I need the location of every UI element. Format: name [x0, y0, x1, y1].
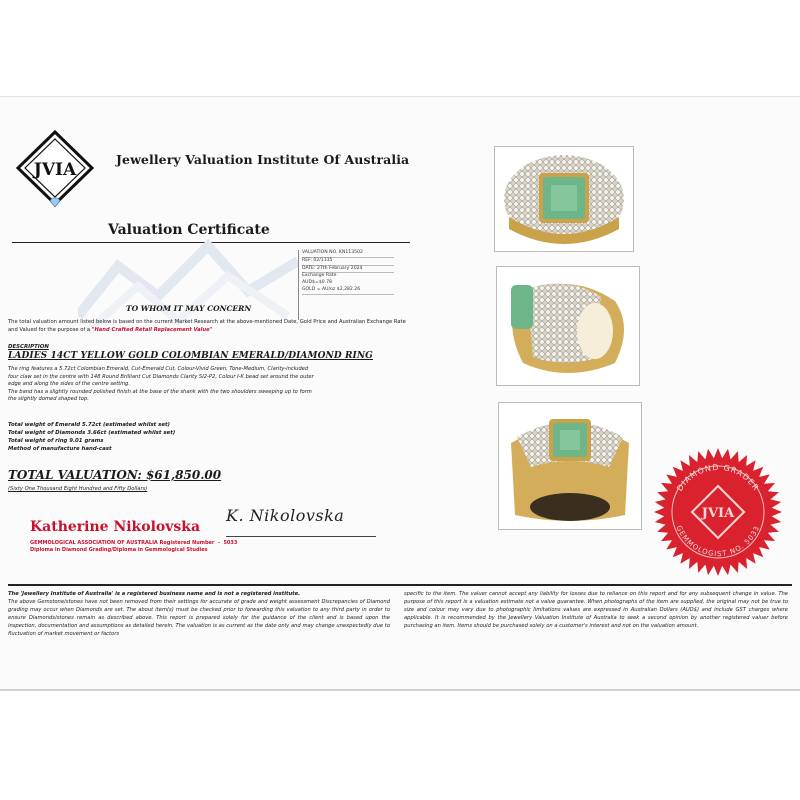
exchange-rate-label: Exchange Rate	[302, 273, 337, 279]
description-heading: DESCRIPTION	[8, 344, 49, 350]
valuation-purpose: "Hand Crafted Retail Replacement Value"	[91, 326, 213, 333]
intro-text	[8, 319, 408, 334]
description-line: edge and along the sides of the centre setting.	[8, 381, 130, 388]
footer-divider	[8, 584, 792, 586]
salutation: TO WHOM IT MAY CONCERN	[126, 304, 252, 313]
description-line: The ring features a 5.72ct Colombian Emerald, Cut-Emerald Cut, Colour-Vivid Green, Tone-Medium, Clarity-included	[8, 366, 309, 372]
valuer-name: Katherine Nikolovska	[30, 519, 201, 535]
total-valuation: TOTAL VALUATION: $61,850.00	[8, 468, 222, 482]
description-line: the slightly domed shaped top.	[8, 396, 89, 403]
item-description	[8, 366, 410, 404]
footer-left	[8, 590, 390, 638]
footer-right-text: specific to the item. The valuer cannot accept any liability for losses due to reliance on this report and for any subsequent change in value. The purpose of this report is a valuation estimate not a value guarantee. When photographs of the item are supplied, the original may not be true to size and colour may vary due to photographic limitations values are expressed in Australian Dollars (AUD$) and include GST charges where applicable. It is recommended by the Jewellery Valuation Institute of Australia to seek a second opinion by another registered valuer before purchasing an item. Items should be purchased solely on a customer's interest and not on the valuation amount.	[404, 591, 788, 629]
gold-price: GOLD = AU/oz $2,282.26	[302, 287, 394, 295]
logo-text: JVIA	[33, 160, 77, 180]
certificate-title: Valuation Certificate	[108, 222, 270, 238]
valuation-meta-box	[298, 250, 394, 320]
signature-line	[226, 536, 376, 537]
ring-photo-side	[496, 266, 640, 386]
footer-right	[404, 590, 788, 630]
institute-name: Jewellery Valuation Institute Of Australia	[116, 152, 410, 167]
item-title: LADIES 14CT YELLOW GOLD COLOMBIAN EMERALD/DIAMOND RING	[8, 351, 373, 361]
description-line: four claw set in the centre with 148 Round Brilliant Cut Diamonds Clarity SI2-P2, Colour I-K bead set around the outer	[8, 373, 314, 380]
manufacture-method: Method of manufacture hand-cast	[8, 446, 112, 452]
valuation-date: DATE: 27th February 2024	[302, 266, 394, 274]
gemmologist-seal	[652, 446, 784, 578]
seal-top-text: DIAMOND GRADER	[675, 462, 761, 493]
footer-heading: The 'Jewellery Institute of Australia' is a registered business name and is not a registered institute.	[8, 591, 301, 597]
association: GEMMOLOGICAL ASSOCIATION OF AUSTRALIA Registered Number	[30, 540, 215, 546]
seal-bottom-text: GEMMOLOGIST NO. 5033	[674, 524, 762, 559]
weights-list	[8, 421, 175, 453]
weight-ring: Total weight of ring 9.01 grams	[8, 438, 104, 444]
valuer-credentials: GEMMOLOGICAL ASSOCIATION OF AUSTRALIA Registered Number - 5033 Diploma in Diamond Grading/Diploma in Gemmological Studies	[30, 540, 238, 553]
intro-body: The total valuation amount listed below is based on the current Market Research at the above-mentioned Date, Gold Price and Australian Exchange Rate and Valued for the purpose of a	[8, 319, 406, 333]
weight-diamonds: Total weight of Diamonds 3.66ct (estimated whilst set)	[8, 430, 176, 436]
footer-left-text: The above Gemstone/stones have not been removed from their settings for accurate of grade and weight assessment Discrepancies of Diamond grading may occur when Diamonds are set. The about item(s) must be checked prior to forwarding this valuation to any third party in order to ensure Diamonds/stones remain as described above. This report is prepared solely for the guidance of the client and is based upon the inspection, documentation and assumptions as detailed herein. The valuation is as current as the date only and may change unexpectedly due to fluctuation of market movement or factors	[8, 599, 390, 637]
weight-emerald: Total weight of Emerald 5.72ct (estimated whilst set)	[8, 422, 171, 428]
registration-number: 5033	[223, 540, 238, 546]
diamond-icon	[50, 198, 60, 207]
ring-photo-top	[494, 146, 634, 252]
valuer-signature: K. Nikolovska	[226, 506, 345, 525]
reference: REF: 02/1135	[302, 258, 394, 266]
ring-photo-front	[498, 402, 642, 530]
jvia-logo	[14, 128, 96, 210]
seal-logo-text: JVIA	[701, 506, 735, 521]
exchange-rate: AUD$=$0.78	[302, 280, 332, 286]
valuation-number: VALUATION NO. KN113502	[302, 250, 394, 258]
total-valuation-words: (Sixty One Thousand Eight Hundred and Fifty Dollars)	[8, 486, 148, 492]
description-line: The band has a slightly rounded polished finish at the base of the shank with the two shoulders sweeping up to form	[8, 388, 312, 395]
diploma: Diploma in Diamond Grading/Diploma in Gemmological Studies	[30, 547, 208, 553]
